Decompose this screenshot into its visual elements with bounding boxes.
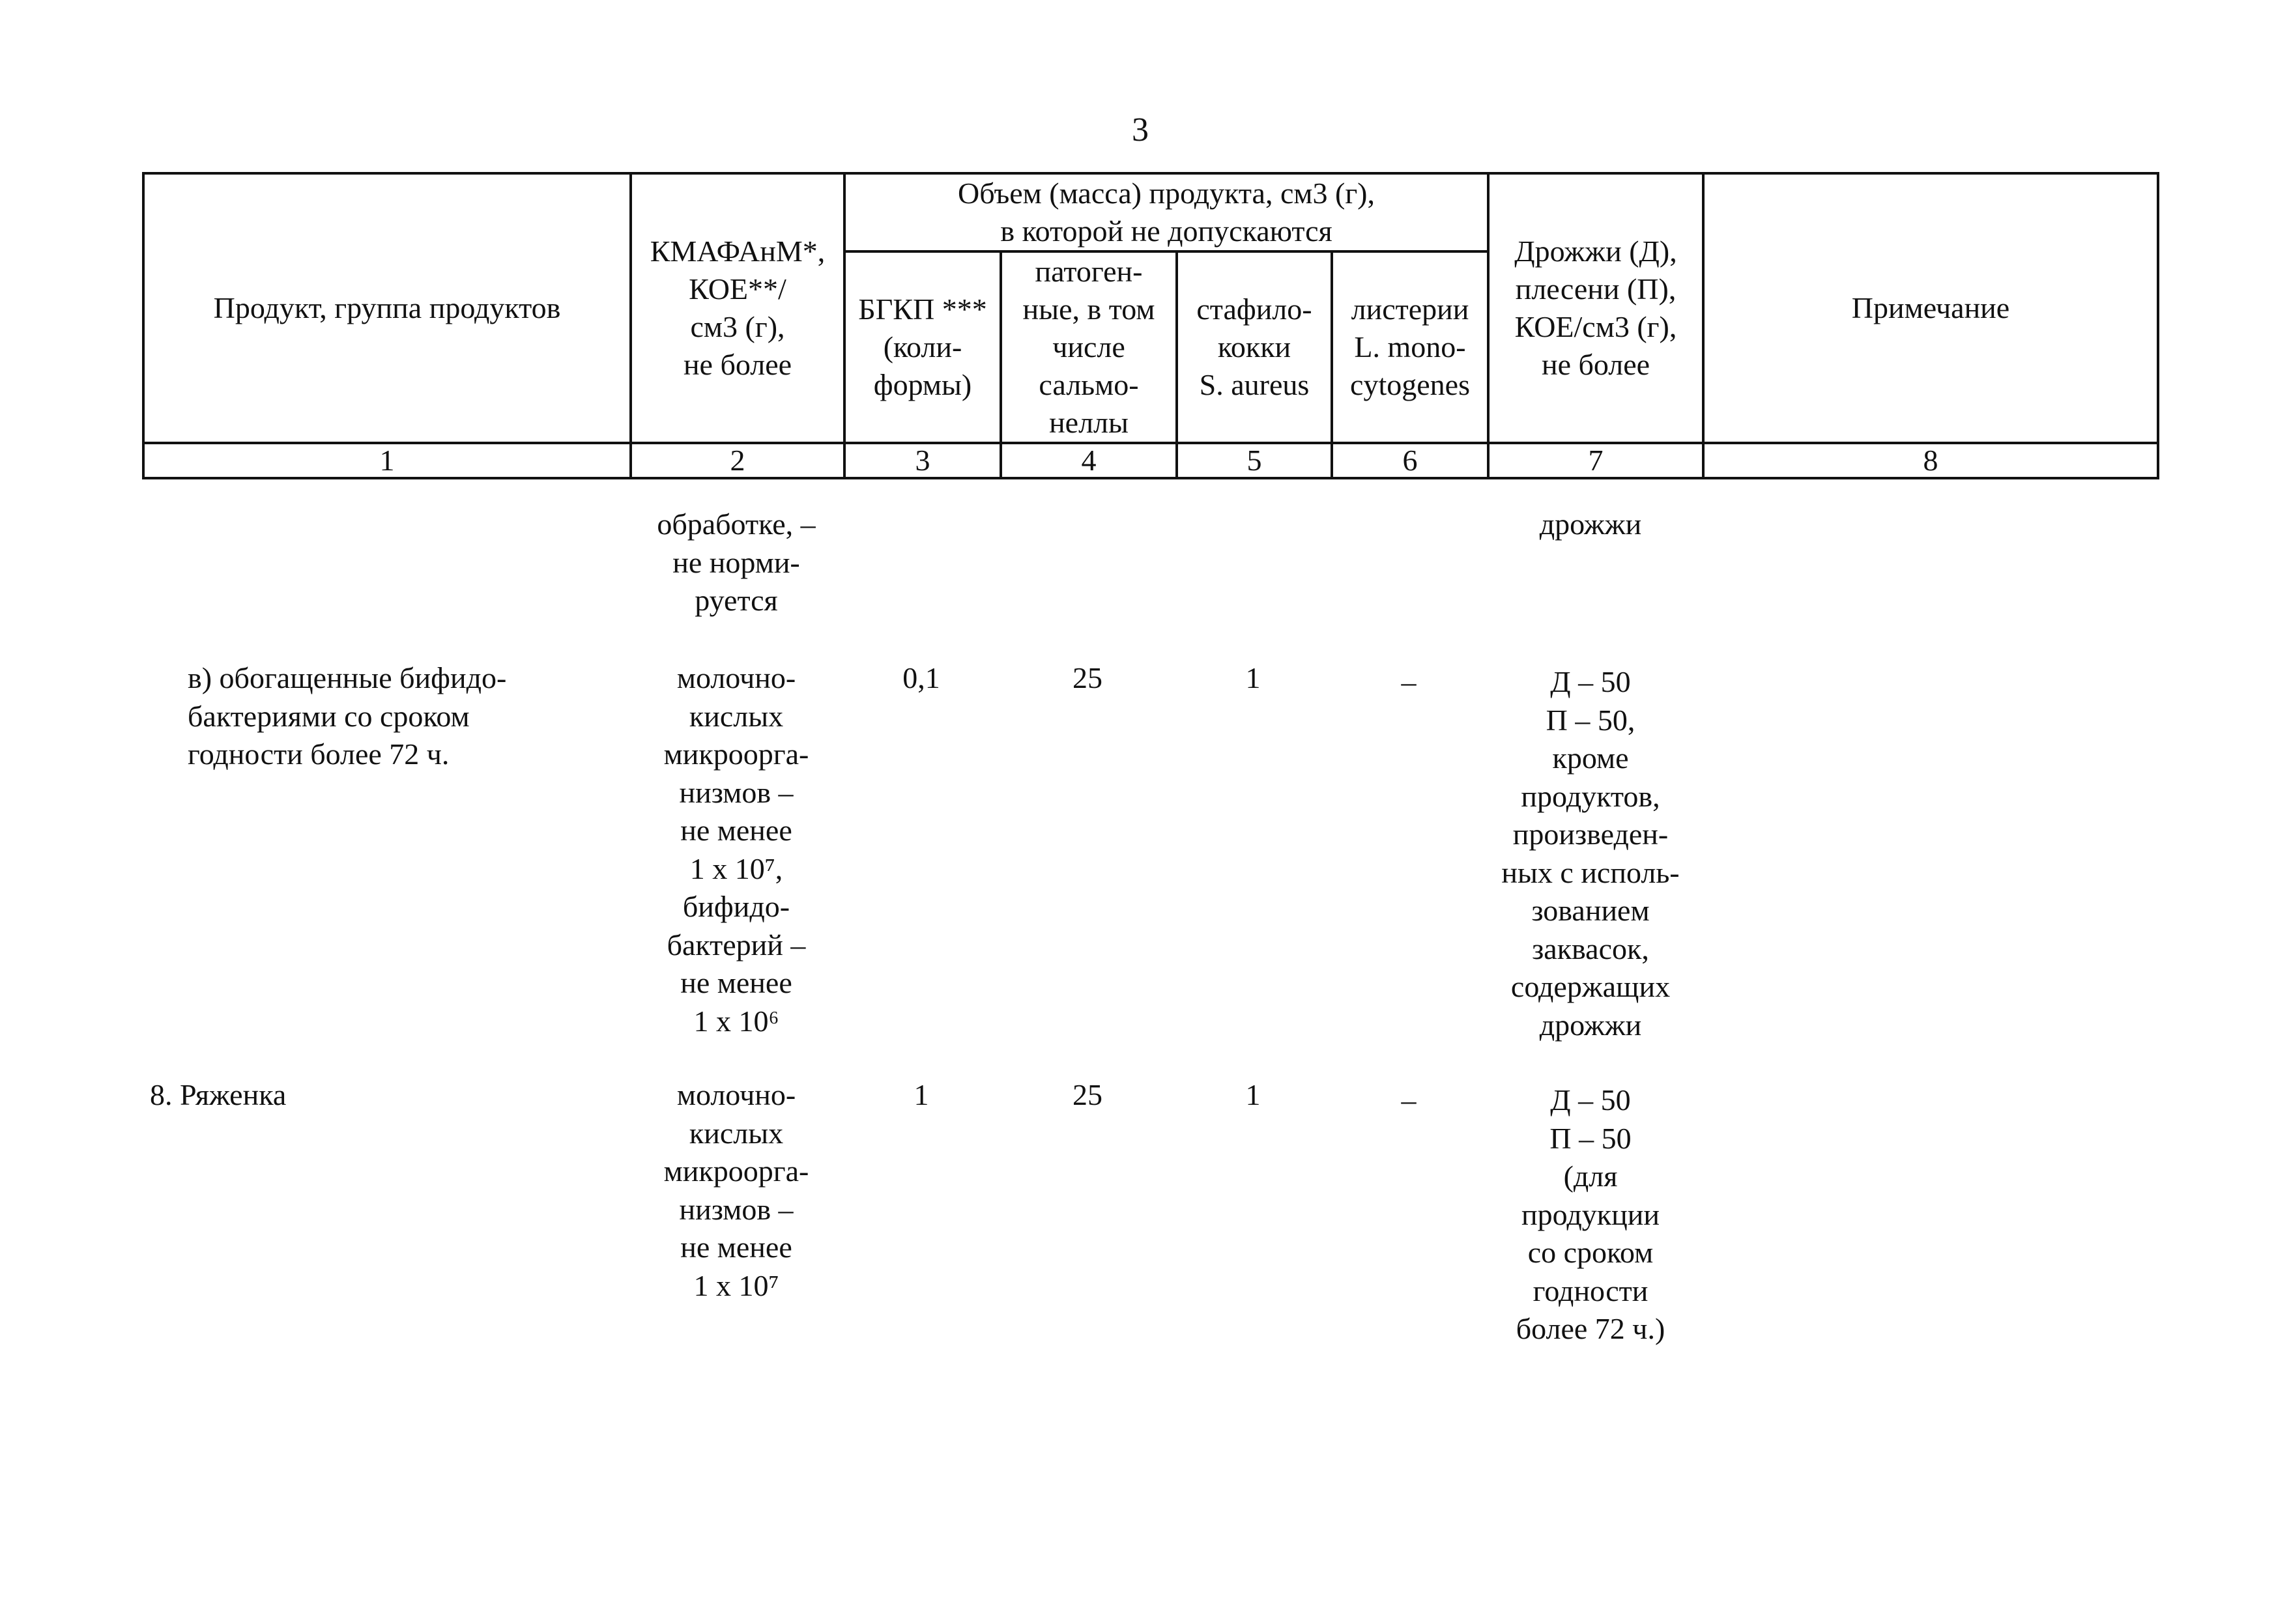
header-listeria: листерии L. mono- cytogenes [1332, 251, 1488, 443]
listeria-cell: – [1401, 1083, 1417, 1117]
header-volume-group: Объем (масса) продукта, см3 (г), в которой не допускаются [844, 173, 1488, 251]
pathogens-cell: 25 [1073, 1078, 1102, 1111]
column-number: 6 [1332, 443, 1488, 478]
header-yeast-mold: Дрожжи (Д), плесени (П), КОЕ/см3 (г), не более [1488, 173, 1703, 443]
page-number: 3 [1132, 111, 1149, 149]
column-number: 8 [1703, 443, 2158, 478]
column-number: 4 [1001, 443, 1177, 478]
staph-cell: 1 [1245, 661, 1261, 694]
header-staph: стафило- кокки S. aureus [1177, 251, 1332, 443]
header-pathogens: патоген- ные, в том числе сальмо- неллы [1001, 251, 1177, 443]
product-cell: 8. Ряженка [150, 1078, 287, 1111]
yeast-mold-cell: дрожжи [1539, 507, 1642, 541]
kmafanm-cell: молочно- кислых микроорга- низмов – не менее 1 х 10⁷, бифидо- бактерий – не менее 1 х 10⁶ [663, 661, 809, 1038]
listeria-cell: – [1401, 665, 1417, 698]
yeast-mold-cell: Д – 50 П – 50 (для продукции со сроком годности более 72 ч.) [1516, 1083, 1665, 1345]
column-number: 5 [1177, 443, 1332, 478]
bgkp-cell: 0,1 [902, 661, 940, 694]
column-number: 3 [844, 443, 1001, 478]
kmafanm-cell: обработке, – не норми- руется [657, 507, 816, 617]
kmafanm-cell: молочно- кислых микроорга- низмов – не менее 1 х 10⁷ [663, 1078, 809, 1302]
header-kmafanm: КМАФАнМ*, КОЕ**/ см3 (г), не более [631, 173, 844, 443]
column-number: 1 [143, 443, 631, 478]
yeast-mold-cell: Д – 50 П – 50, кроме продуктов, произведен- ных с исполь- зованием заквасок, содержащих дрожжи [1501, 665, 1680, 1042]
product-cell: в) обогащенные бифидо- бактериями со сроком годности более 72 ч. [188, 661, 507, 771]
column-number: 7 [1488, 443, 1703, 478]
header-bgkp: БГКП *** (коли- формы) [844, 251, 1001, 443]
column-number: 2 [631, 443, 844, 478]
header-product: Продукт, группа продуктов [143, 173, 631, 443]
pathogens-cell: 25 [1073, 661, 1102, 694]
bgkp-cell: 1 [914, 1078, 929, 1111]
header-note: Примечание [1703, 173, 2158, 443]
staph-cell: 1 [1245, 1078, 1261, 1111]
